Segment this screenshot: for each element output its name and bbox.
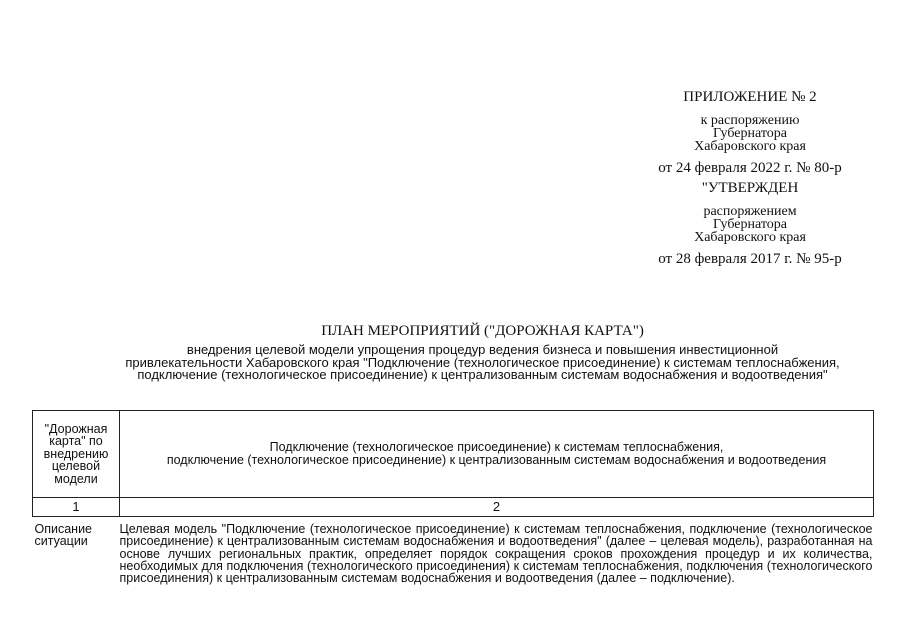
appendix-governor: Губернатора bbox=[712, 126, 788, 141]
plan-subtitle-1: внедрения целевой модели упрощения процедур ведения бизнеса и повышения инвестиционной bbox=[186, 342, 779, 357]
header-col2-line2: подключение (технологическое присоединение) к централизованным системам водоснабжения и водоотведения bbox=[166, 453, 827, 467]
plan-title: ПЛАН МЕРОПРИЯТИЙ ("ДОРОЖНАЯ КАРТА") bbox=[321, 323, 644, 339]
approved-by-order: распоряжением bbox=[703, 204, 797, 219]
header-col2-line1: Подключение (технологическое присоединение) к системам теплоснабжения, bbox=[269, 440, 724, 454]
plan-subtitle-2: привлекательности Хабаровского края "Подключение (технологическое присоединение) к системам теплоснабжения, bbox=[125, 354, 840, 370]
appendix-block bbox=[640, 88, 860, 268]
row-label: Описание ситуации bbox=[34, 522, 93, 549]
plan-title-block bbox=[60, 322, 905, 382]
table-row bbox=[33, 517, 874, 586]
table-header-row bbox=[33, 411, 874, 498]
approved-date: от 28 февраля 2017 г. № 95-р bbox=[658, 251, 842, 267]
column-number-row bbox=[33, 498, 874, 517]
approved-label: "УТВЕРЖДЕН bbox=[701, 180, 799, 196]
column-number-2: 2 bbox=[120, 498, 874, 517]
appendix-region: Хабаровского края bbox=[694, 139, 806, 154]
roadmap-table bbox=[32, 410, 874, 585]
appendix-to-order: к распоряжению bbox=[700, 113, 800, 128]
header-col1: "Дорожная карта" по внедрению целевой модели bbox=[33, 411, 120, 498]
row-text: Целевая модель "Подключение (технологическое присоединение) к системам теплоснабжения, подключение (технологическое присоединение) к централизованным системам водоснабжения и водоотведения" (далее – целевая модель), разработанная на основе лучших региональных практик, определяет порядок сокращения сроков прохождения процедур и их количества, необходимых для подключения (технологического присоединения) к системам теплоснабжения, подключения (технологического присоединения) к централизованным системам водоснабжения и водоотведения (далее – подключение). bbox=[119, 522, 873, 586]
column-number-1: 1 bbox=[33, 498, 120, 517]
appendix-number: ПРИЛОЖЕНИЕ № 2 bbox=[683, 89, 817, 105]
appendix-date: от 24 февраля 2022 г. № 80-р bbox=[658, 160, 842, 176]
approved-region: Хабаровского края bbox=[694, 230, 806, 245]
header-col2 bbox=[120, 411, 874, 498]
plan-subtitle-3: подключение (технологическое присоединение) к централизованным системам водоснабжения и водоотведения" bbox=[137, 367, 828, 382]
approved-governor: Губернатора bbox=[712, 217, 788, 232]
